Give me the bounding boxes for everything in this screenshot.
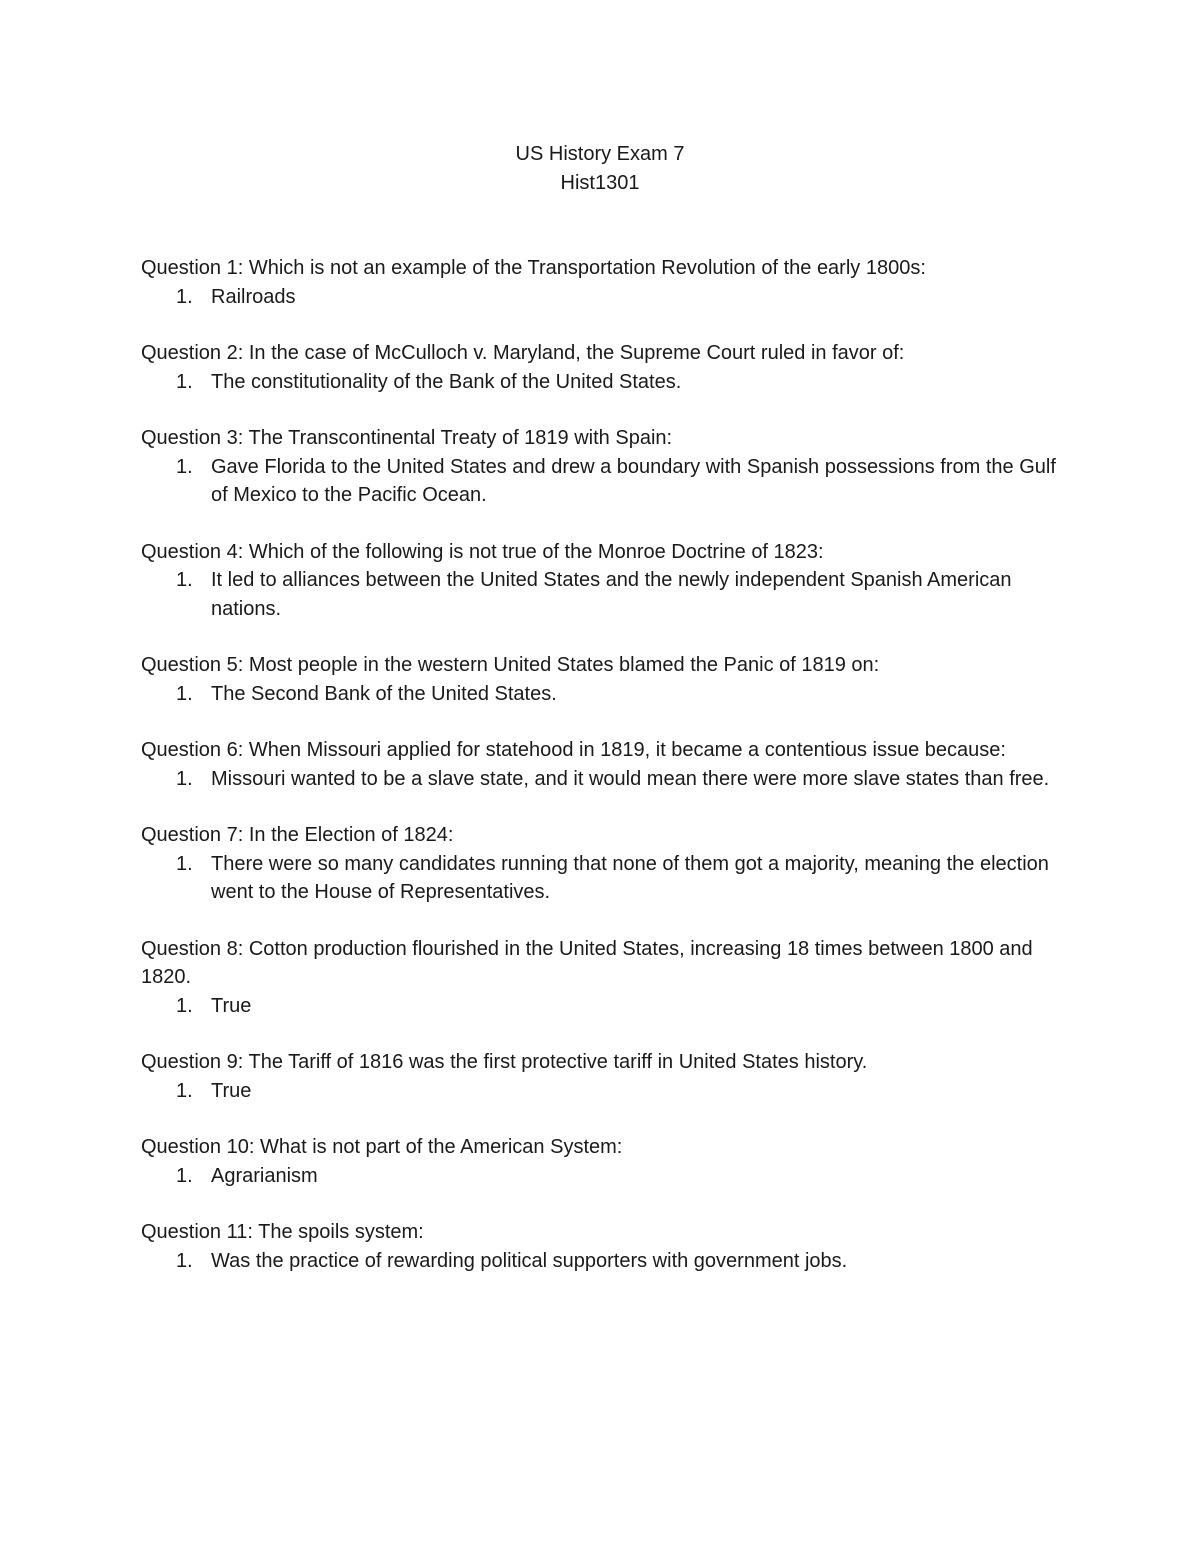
- question-item: [141, 651, 1061, 708]
- answer-text: The constitutionality of the Bank of the United States.: [211, 370, 682, 393]
- question-text: Question 2: In the case of McCulloch v. Maryland, the Supreme Court ruled in favor of:: [141, 342, 905, 364]
- answer-item: [141, 283, 1061, 312]
- question-text: Question 7: In the Election of 1824:: [141, 824, 454, 846]
- question-item: [141, 339, 1061, 396]
- question-text: Question 9: The Tariff of 1816 was the first protective tariff in United States history.: [141, 1051, 868, 1073]
- question-item: [141, 1218, 1061, 1275]
- answer-item: [141, 850, 1061, 907]
- document-header: [0, 140, 1200, 198]
- question-item: [141, 1133, 1061, 1190]
- question-item: [141, 736, 1061, 793]
- answer-number: 1.: [176, 569, 193, 591]
- question-text: Question 8: Cotton production flourished in the United States, increasing 18 times between 1800 and 1820.: [141, 937, 1033, 988]
- question-text: Question 1: Which is not an example of the Transportation Revolution of the early 1800s:: [141, 257, 926, 279]
- answer-item: [141, 765, 1061, 794]
- question-item: [141, 424, 1061, 510]
- answer-text: Was the practice of rewarding political supporters with government jobs.: [211, 1249, 848, 1272]
- answer-number: 1.: [176, 455, 193, 478]
- question-text: Question 3: The Transcontinental Treaty of 1819 with Spain:: [141, 427, 673, 449]
- question-list: [141, 254, 1061, 1303]
- question-text: Question 4: Which of the following is not true of the Monroe Doctrine of 1823:: [141, 540, 824, 563]
- answer-item: [141, 680, 1061, 709]
- answer-text: The Second Bank of the United States.: [211, 682, 557, 705]
- course-code: Hist1301: [560, 172, 640, 194]
- answer-text: There were so many candidates running that none of them got a majority, meaning the election went to the House of Representatives.: [211, 852, 1049, 903]
- answer-item: [141, 453, 1061, 510]
- answer-text: True: [211, 994, 252, 1017]
- question-item: [141, 538, 1061, 624]
- question-item: [141, 254, 1061, 311]
- answer-number: 1.: [176, 852, 193, 875]
- question-item: [141, 821, 1061, 907]
- answer-item: [141, 1077, 1061, 1106]
- answer-number: 1.: [176, 370, 193, 393]
- question-text: Question 6: When Missouri applied for statehood in 1819, it became a contentious issue because:: [141, 739, 1006, 761]
- answer-item: [141, 368, 1061, 397]
- answer-text: Agrarianism: [211, 1164, 318, 1187]
- answer-number: 1.: [176, 1164, 193, 1187]
- answer-text: Missouri wanted to be a slave state, and it would mean there were more slave states than free.: [211, 767, 1050, 790]
- question-item: [141, 935, 1061, 1021]
- question-text: Question 10: What is not part of the American System:: [141, 1136, 623, 1158]
- answer-number: 1.: [176, 285, 193, 308]
- answer-number: 1.: [176, 682, 193, 705]
- question-text: Question 11: The spoils system:: [141, 1221, 424, 1243]
- answer-item: [141, 992, 1061, 1021]
- answer-text: Gave Florida to the United States and drew a boundary with Spanish possessions from the Gulf of Mexico to the Pacific Ocean.: [211, 455, 1056, 506]
- answer-number: 1.: [176, 767, 193, 790]
- answer-item: [141, 1162, 1061, 1191]
- answer-number: 1.: [176, 994, 193, 1017]
- answer-item: [141, 1247, 1061, 1276]
- answer-item: [141, 566, 1061, 623]
- answer-number: 1.: [176, 1249, 193, 1272]
- document-title: US History Exam 7: [515, 143, 685, 165]
- answer-number: 1.: [176, 1079, 193, 1102]
- question-text: Question 5: Most people in the western United States blamed the Panic of 1819 on:: [141, 654, 880, 676]
- answer-text: Railroads: [211, 285, 296, 308]
- answer-text: It led to alliances between the United States and the newly independent Spanish American nations.: [211, 569, 1012, 620]
- question-item: [141, 1048, 1061, 1105]
- answer-text: True: [211, 1079, 252, 1102]
